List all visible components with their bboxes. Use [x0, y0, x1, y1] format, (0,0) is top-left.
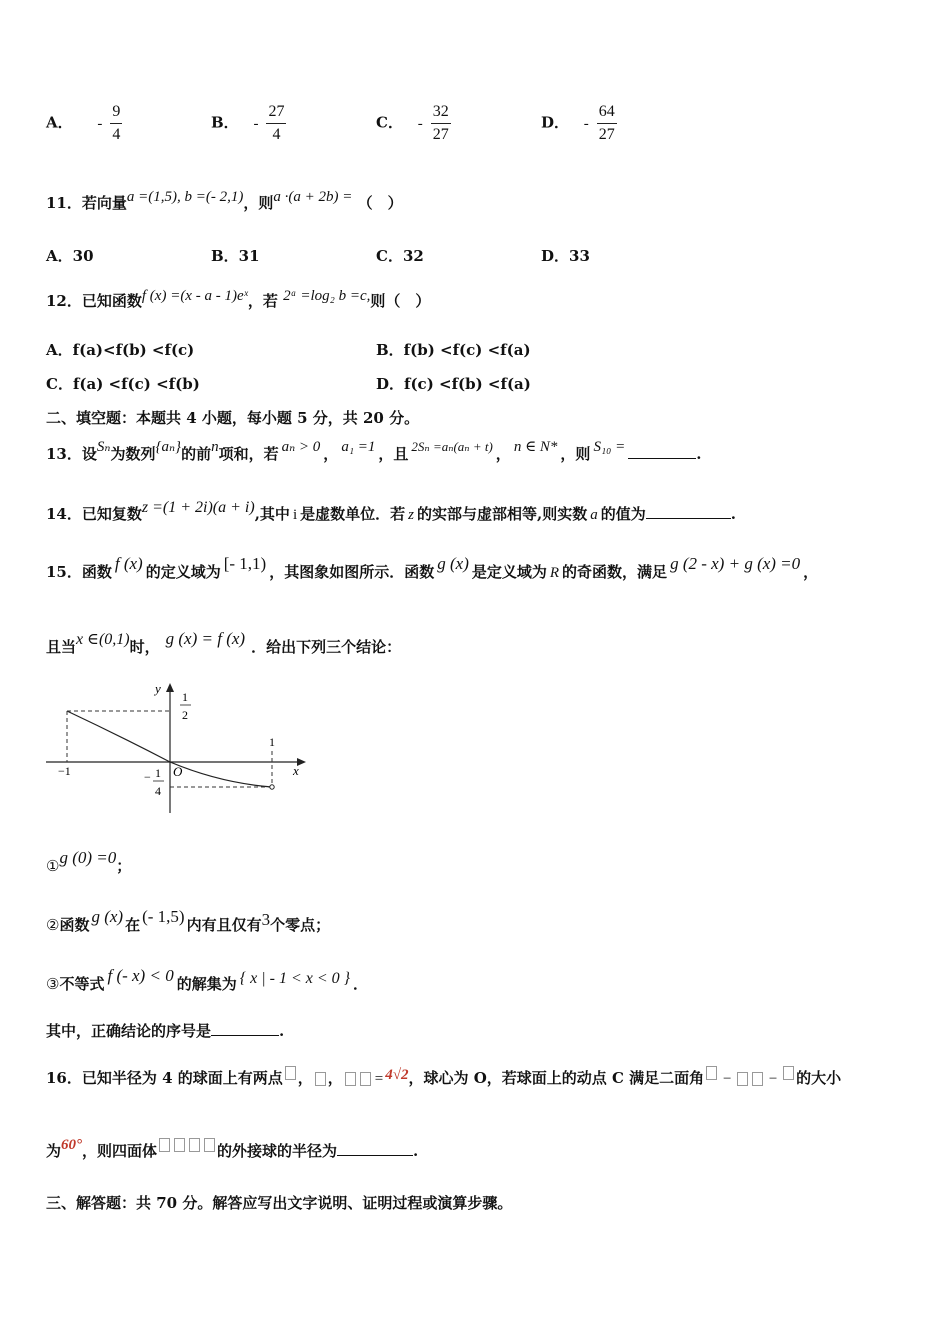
question-13: 13．设Sₙ为数列{aₙ}的前n项和，若 aₙ > 0 ， a₁ =1 ，且 2Sₙ =aₙ(aₙ + t) ， n ∈ N* ，则 S₁₀ = .	[46, 439, 702, 463]
placeholder-glyph	[204, 1138, 215, 1152]
fraction: $\frac{64}{27}$	[598, 103, 615, 143]
q11-option-a: A．30	[46, 247, 94, 265]
placeholder-glyph	[285, 1066, 296, 1080]
placeholder-glyph	[174, 1138, 185, 1152]
quarter-sign: −	[144, 770, 151, 784]
q11-option-c: C．32	[376, 247, 424, 265]
fraction: $\frac{32}{27}$	[432, 103, 449, 143]
answer-blank	[646, 518, 731, 519]
q10-option-d: D． - $\frac{64}{27}$	[541, 103, 615, 143]
q10-option-a: A． - $\frac{9}{4}$	[46, 103, 121, 143]
x-label: x	[293, 763, 299, 778]
question-14: 14．已知复数z =(1 + 2i)(a + i),其中 i 是虚数单位．若 z 的实部与虚部相等,则实数 a 的值为 .	[46, 499, 736, 523]
answer-blank	[337, 1155, 413, 1156]
tick-one: 1	[269, 735, 275, 749]
conclusion-1: ①g (0) =0；	[46, 848, 132, 875]
origin-label: O	[173, 764, 183, 779]
placeholder-glyph	[706, 1066, 717, 1080]
option-label: A．	[46, 113, 73, 132]
question-15-answer: 其中，正确结论的序号是 .	[46, 1022, 285, 1040]
function-graph	[40, 675, 310, 820]
section-2-heading: 二、填空题：本题共 4 小题，每小题 5 分，共 20 分。	[46, 409, 420, 427]
placeholder-glyph	[783, 1066, 794, 1080]
tick-neg-one: −1	[58, 764, 71, 778]
placeholder-glyph	[189, 1138, 200, 1152]
placeholder-glyph	[159, 1138, 170, 1152]
answer-blank	[628, 458, 696, 459]
fraction: $\frac{27}{4}$	[268, 103, 285, 143]
question-12: 12．已知函数f (x) =(x - a - 1)eˣ，若 2ᵃ =log₂ b =c,则（ ）	[46, 288, 431, 310]
option-label: B．	[211, 113, 239, 132]
q10-option-c: C． - $\frac{32}{27}$	[376, 103, 449, 143]
question-11: 11．若向量a =(1,5), b =(- 2,1)，则a ·(a + 2b) = （ ）	[46, 189, 403, 212]
conclusion-2: ②函数 g (x) 在 (- 1,5) 内有且仅有3个零点；	[46, 907, 331, 934]
fraction: $\frac{9}{4}$	[112, 103, 121, 143]
option-label: C．	[376, 113, 403, 132]
option-label: D．	[541, 113, 570, 132]
q12-option-d: D．f(c) <f(b) <f(a)	[376, 375, 531, 393]
q11-option-b: B．31	[211, 247, 260, 265]
half-denominator: 2	[182, 708, 188, 722]
q12-option-c: C．f(a) <f(c) <f(b)	[46, 375, 200, 393]
placeholder-glyph	[752, 1072, 763, 1086]
question-15: 15．函数 f (x) 的定义域为 [- 1,1) ，其图象如图所示．函数 g (x) 是定义域为 R 的奇函数，满足 g (2 - x) + g (x) =0 ，	[46, 554, 819, 581]
placeholder-glyph	[360, 1072, 371, 1086]
open-endpoint	[270, 785, 274, 789]
y-label: y	[155, 681, 161, 696]
q12-option-a: A．f(a)<f(b) <f(c)	[46, 341, 195, 359]
quarter-numerator: 1	[155, 766, 161, 780]
question-16: 16．已知半径为 4 的球面上有两点 ， ， = 4√2，球心为 O，若球面上的动点 C 满足二面角 − − 的大小	[46, 1067, 842, 1087]
quarter-denominator: 4	[155, 784, 161, 798]
conclusion-3: ③不等式 f (- x) < 0 的解集为 { x | - 1 < x < 0 } ．	[46, 966, 369, 993]
q12-option-b: B．f(b) <f(c) <f(a)	[376, 341, 531, 359]
question-15-line-2: 且当x ∈(0,1)时， g (x) = f (x) ．给出下列三个结论：	[46, 629, 402, 656]
answer-blank	[211, 1035, 279, 1036]
question-16-line-2: 为60°，则四面体 的外接球的半径为 .	[46, 1137, 419, 1160]
q11-option-d: D．33	[541, 247, 590, 265]
y-axis-arrow	[166, 683, 174, 692]
q10-option-b: B． - $\frac{27}{4}$	[211, 103, 285, 143]
placeholder-glyph	[315, 1072, 326, 1086]
half-numerator: 1	[182, 690, 188, 704]
placeholder-glyph	[737, 1072, 748, 1086]
section-3-heading: 三、解答题：共 70 分。解答应写出文字说明、证明过程或演算步骤。	[46, 1194, 513, 1212]
placeholder-glyph	[345, 1072, 356, 1086]
